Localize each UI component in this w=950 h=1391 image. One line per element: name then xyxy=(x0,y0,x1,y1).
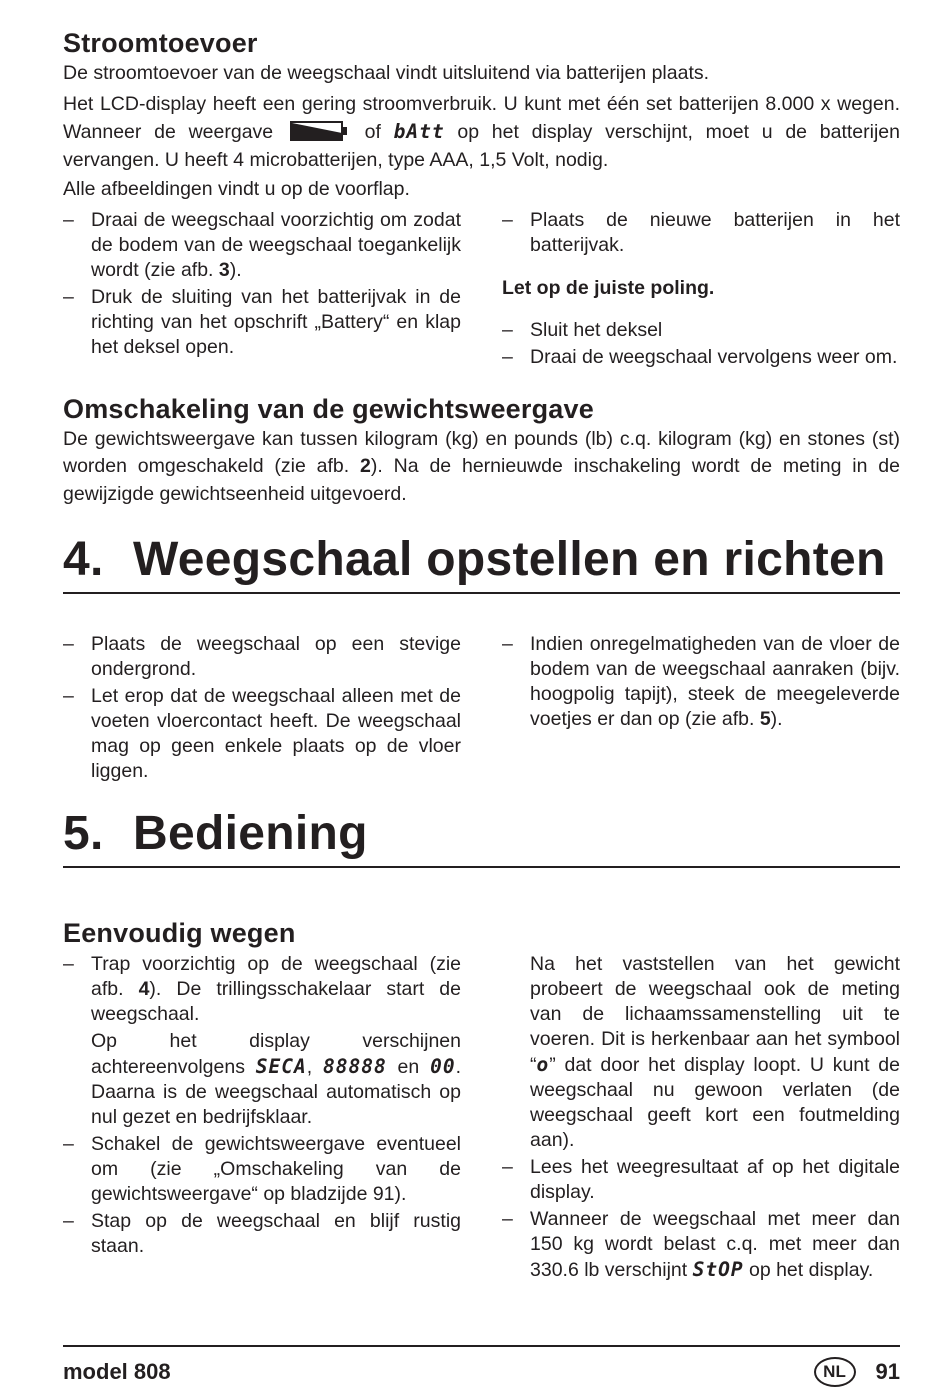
polarity-note: Let op de juiste poling. xyxy=(502,276,715,299)
figure-ref: 5 xyxy=(759,708,771,730)
list-item: – Indien onregelmatigheden van de vloer de bodem van de weegschaal aanraken (bijv. hoogpolig tapijt), steek de meegeleverde voetjes er dan op (zie afb. 5). xyxy=(502,632,900,732)
stroom-paragraph-3: Alle afbeeldingen vindt u op de voorflap. xyxy=(63,178,410,200)
stroom-left-column xyxy=(63,208,461,372)
list-item: – Wanneer de weegschaal met meer dan 150 kg wordt belast c.q. met meer dan 330.6 lb verschijnt StOP op het display. xyxy=(502,1207,900,1283)
model-label: model 808 xyxy=(63,1359,171,1384)
stroom-right-column xyxy=(502,208,900,372)
omschakeling-paragraph: De gewichtsweergave kan tussen kilogram (kg) en pounds (lb) c.q. kilogram (kg) en stones (st) worden omgeschakeld (zie afb. 2). Na de hernieuwde inschakeling wordt de meting in de gewijzigde gewichtseenheid uitgevoerd. xyxy=(63,427,900,505)
sec4-right-column xyxy=(502,632,900,786)
language-badge: NL xyxy=(814,1357,856,1387)
list-item: – Plaats de weegschaal op een stevige ondergrond. xyxy=(63,632,461,682)
footer-right xyxy=(814,1357,900,1387)
sec4-left-column xyxy=(63,632,461,786)
list-item: – Sluit het deksel xyxy=(502,318,900,343)
figure-ref: 3 xyxy=(218,258,230,281)
list-item: – Schakel de gewichtsweergave eventueel om (zie „Omschakeling van de gewichtsweergave“ op bladzijde 91). xyxy=(63,1132,461,1207)
lcd-batt-text: bAtt xyxy=(393,120,445,143)
lcd-stop-text: StOP xyxy=(692,1258,744,1281)
stroom-p2-text-b: op het display verschijnt, moet u de batterijen vervangen. U heeft 4 microbatterijen, type AAA, 1,5 Volt, nodig. xyxy=(63,121,900,171)
stroom-p2-text-a: Het LCD-display heeft een gering stroomverbruik. U kunt met één set batterijen 8.000 x wegen. Wanneer de weergave xyxy=(63,92,900,143)
list-item: – Lees het weegresultaat af op het digitale display. xyxy=(502,1155,900,1205)
page-number: 91 xyxy=(875,1359,900,1384)
list-item: – Draai de weegschaal voorzichtig om zodat de bodem van de weegschaal toegankelijk wordt (zie afb. 3). xyxy=(63,208,461,283)
stroom-paragraph-1: De stroomtoevoer van de weegschaal vindt uitsluitend via batterijen plaats. xyxy=(63,62,710,84)
stroom-p2-of: of xyxy=(364,121,381,143)
chapter-divider xyxy=(63,592,900,594)
list-item: – Trap voorzichtig op de weegschaal (zie afb. 4). De trillingsschakelaar start de weegschaal. xyxy=(63,952,461,1027)
eenvoudig-columns xyxy=(63,952,900,1285)
chapter-number: 4. xyxy=(63,533,104,586)
page-footer xyxy=(63,1345,900,1384)
list-item: – Druk de sluiting van het batterijvak in de richting van het opschrift „Battery“ en klap het deksel open. xyxy=(63,285,461,360)
lcd-o-symbol: o xyxy=(536,1053,550,1076)
chapter-divider xyxy=(63,866,900,868)
list-item: – Stap op de weegschaal en blijf rustig staan. xyxy=(63,1209,461,1259)
chapter-title: Bediening xyxy=(133,807,368,860)
display-sequence-text: Op het display verschijnen achtereenvolgens SECA, 88888 en 00. Daarna is de weegschaal automatisch op nul gezet en bedrijfsklaar. xyxy=(91,1030,461,1128)
page xyxy=(63,26,900,1285)
sec4-columns xyxy=(63,632,900,786)
section-title-stroomtoevoer: Stroomtoevoer xyxy=(63,28,258,58)
battery-empty-icon xyxy=(290,121,348,141)
chapter-heading-4 xyxy=(63,532,900,588)
figure-ref: 2 xyxy=(360,455,371,477)
lcd-seca-text: SECA xyxy=(255,1055,307,1078)
stroom-columns xyxy=(63,208,900,372)
chapter-heading-5 xyxy=(63,806,900,862)
list-item: – Draai de weegschaal vervolgens weer om. xyxy=(502,345,900,370)
list-item: – Plaats de nieuwe batterijen in het batterijvak. xyxy=(502,208,900,258)
lcd-88888-text: 88888 xyxy=(323,1055,387,1078)
chapter-number: 5. xyxy=(63,807,104,860)
eenvoudig-right-column xyxy=(502,952,900,1285)
body-composition-paragraph: Na het vaststellen van het gewicht probeert de weegschaal ook de meting van de lichaamssamenstelling uit te voeren. Dit is herkenbaar aan het symbool “o” dat door het display loopt. U kunt de weegschaal nu gewoon verlaten (de weegschaal geeft kort een foutmelding aan). xyxy=(530,953,900,1151)
section-title-omschakeling: Omschakeling van de gewichtsweergave xyxy=(63,393,594,424)
chapter-title: Weegschaal opstellen en richten xyxy=(133,533,886,586)
figure-ref: 4 xyxy=(138,978,150,1000)
stroom-paragraph-2 xyxy=(63,91,900,175)
eenvoudig-left-column xyxy=(63,952,461,1285)
section-title-eenvoudig-wegen: Eenvoudig wegen xyxy=(63,918,296,948)
lcd-00-text: 00 xyxy=(430,1055,456,1078)
list-item: – Let erop dat de weegschaal alleen met de voeten vloercontact heeft. De weegschaal mag op geen enkele plaats op de vloer liggen. xyxy=(63,684,461,784)
